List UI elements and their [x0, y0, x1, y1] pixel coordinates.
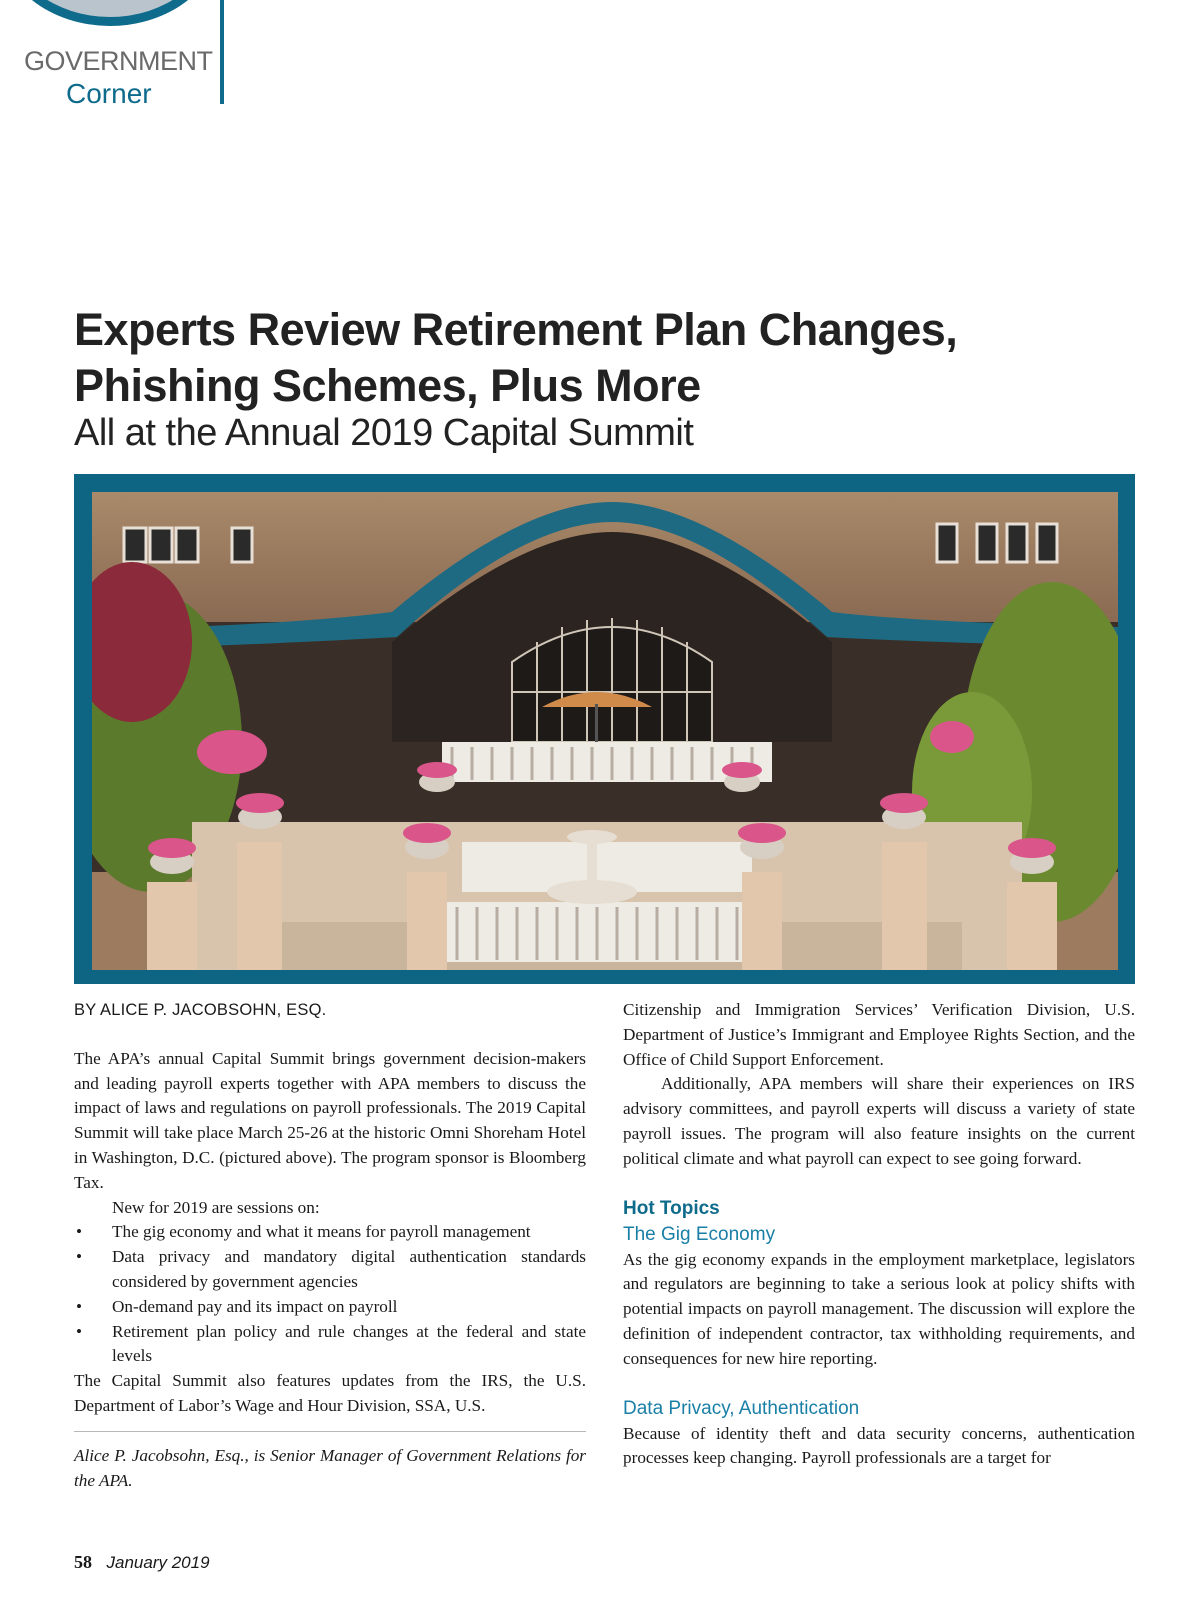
- article-title: Experts Review Retirement Plan Changes, Phishing Schemes, Plus More: [74, 304, 958, 411]
- section-label-bottom: Corner: [66, 78, 152, 109]
- photo-frame: [74, 474, 1135, 984]
- data-privacy-paragraph: Because of identity theft and data security concerns, authentication processes keep changing. Payroll professionals are a target for: [623, 1423, 1135, 1468]
- updates-paragraph: The Capital Summit also features updates from the IRS, the U.S. Department of Labor’s Wage and Hour Division, SSA, U.S.: [74, 1371, 586, 1415]
- bullet-icon: •: [76, 1222, 83, 1242]
- session-text: On-demand pay and its impact on payroll: [112, 1296, 398, 1316]
- additionally-paragraph: Additionally, APA members will share their experiences on IRS advisory committees, and payroll experts will discuss a variety of state payroll issues. The program will also feature insights on the current political climate and what payroll can expect to see going forward.: [623, 1074, 1135, 1168]
- article-column-right: [623, 998, 1135, 1471]
- author-bio: Alice P. Jacobsohn, Esq., is Senior Manager of Government Relations for the APA.: [74, 1445, 586, 1490]
- list-item: [74, 1295, 586, 1320]
- bullet-icon: •: [76, 1296, 83, 1316]
- gig-economy-paragraph: As the gig economy expands in the employment marketplace, legislators and regulators are beginning to take a serious look at policy shifts with potential impacts on payroll management. The discussion will explore the definition of independent contractor, tax withholding requirements, and consequences for new hire reporting.: [623, 1249, 1135, 1368]
- data-privacy-heading: Data Privacy, Authentication: [623, 1397, 860, 1419]
- section-logo-arc: [0, 0, 220, 26]
- list-item: [74, 1220, 586, 1245]
- session-text: Data privacy and mandatory digital authentication standards considered by government agencies: [112, 1247, 586, 1291]
- session-text: Retirement plan policy and rule changes at the federal and state levels: [112, 1321, 586, 1366]
- updates-continued: Citizenship and Immigration Services’ Verification Division, U.S. Department of Justice’s Immigrant and Employee Rights Section, and the Office of Child Support Enforcement.: [623, 1000, 1135, 1069]
- list-item: [74, 1245, 586, 1295]
- intro-paragraph: The APA’s annual Capital Summit brings government decision-makers and leading payroll experts together with APA members to discuss the impact of laws and regulations on payroll professionals. The 2019 Capital Summit will take place March 25-26 at the historic Omni Shoreham Hotel in Washington, D.C. (pictured above). The program sponsor is Bloomberg Tax.: [74, 1048, 586, 1192]
- article-column-left: [74, 998, 586, 1493]
- sessions-lead: New for 2019 are sessions on:: [112, 1197, 320, 1217]
- article-subtitle: All at the Annual 2019 Capital Summit: [74, 412, 694, 454]
- list-item: [74, 1320, 586, 1370]
- page-footer: [74, 1552, 210, 1573]
- section-label-top: GOVERNMENT: [24, 46, 213, 76]
- session-text: The gig economy and what it means for payroll management: [112, 1222, 531, 1242]
- hotel-photo: [92, 492, 1118, 970]
- page-number: 58: [74, 1552, 92, 1572]
- gig-economy-heading: The Gig Economy: [623, 1223, 776, 1245]
- byline: BY ALICE P. JACOBSOHN, ESQ.: [74, 1001, 327, 1019]
- sessions-list: [74, 1220, 586, 1369]
- section-logo-rule: [220, 0, 224, 104]
- hot-topics-heading: Hot Topics: [623, 1197, 720, 1219]
- bullet-icon: •: [76, 1247, 83, 1267]
- issue-date: January 2019: [106, 1553, 210, 1572]
- bio-divider: [74, 1431, 586, 1432]
- bullet-icon: •: [76, 1321, 83, 1341]
